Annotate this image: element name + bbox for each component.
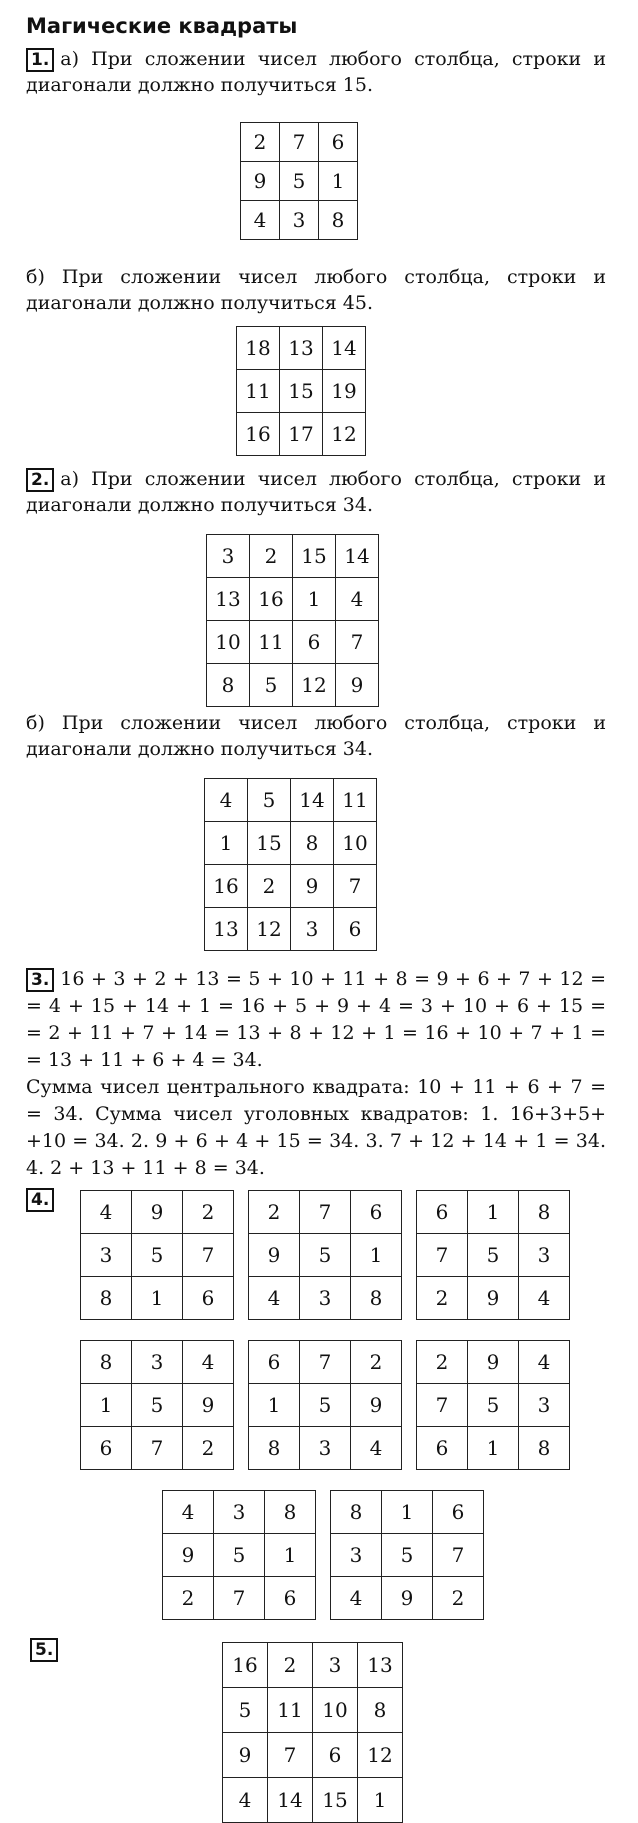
grid-cell: 12 [248, 908, 291, 951]
grid-cell: 9 [351, 1384, 402, 1427]
grid-row [81, 1384, 234, 1427]
grid-row [207, 578, 379, 621]
magic-square-1b [236, 326, 366, 456]
grid-row [163, 1534, 316, 1577]
grid-cell: 9 [291, 865, 334, 908]
grid-cell: 4 [519, 1277, 570, 1320]
grid-cell: 18 [237, 327, 280, 370]
grid-cell: 9 [223, 1733, 268, 1778]
grid-cell: 2 [163, 1577, 214, 1620]
grid-cell: 7 [300, 1191, 351, 1234]
grid-cell: 13 [280, 327, 323, 370]
grid-cell: 6 [183, 1277, 234, 1320]
grid-cell: 16 [205, 865, 248, 908]
task2a-text: а) При сложении чисел любого столбца, строки и [60, 468, 606, 490]
grid-row [417, 1341, 570, 1384]
grid-cell: 7 [417, 1234, 468, 1277]
task3-number: 3. [26, 968, 54, 992]
task3-line4: = 13 + 11 + 6 + 4 = 34. [26, 1049, 263, 1071]
grid-cell: 2 [417, 1341, 468, 1384]
grid-cell: 7 [334, 865, 377, 908]
grid-cell: 6 [265, 1577, 316, 1620]
grid-row [223, 1778, 403, 1823]
grid-row [81, 1234, 234, 1277]
grid-cell: 1 [351, 1234, 402, 1277]
grid-cell: 10 [334, 822, 377, 865]
grid-cell: 2 [183, 1427, 234, 1470]
grid-cell: 7 [280, 123, 319, 162]
grid-cell: 19 [323, 370, 366, 413]
grid-cell: 4 [331, 1577, 382, 1620]
grid-cell: 3 [300, 1427, 351, 1470]
grid-row [237, 327, 366, 370]
grid-cell: 8 [319, 201, 358, 240]
grid-cell: 8 [249, 1427, 300, 1470]
grid-cell: 9 [132, 1191, 183, 1234]
task1b-line1: б) При сложении чисел любого столбца, строки и [26, 266, 606, 288]
grid-cell: 5 [468, 1384, 519, 1427]
grid-cell: 2 [241, 123, 280, 162]
grid-cell: 7 [268, 1733, 313, 1778]
task3-line1 [26, 966, 606, 992]
grid-cell: 4 [183, 1341, 234, 1384]
grid-cell: 9 [336, 664, 379, 707]
grid-cell: 2 [248, 865, 291, 908]
grid-row [237, 413, 366, 456]
grid-cell: 5 [250, 664, 293, 707]
grid-cell: 9 [241, 162, 280, 201]
grid-row [223, 1733, 403, 1778]
grid-cell: 14 [268, 1778, 313, 1823]
grid-cell: 5 [214, 1534, 265, 1577]
grid-cell: 5 [300, 1234, 351, 1277]
grid-cell: 9 [183, 1384, 234, 1427]
grid-cell: 5 [300, 1384, 351, 1427]
grid-cell: 2 [417, 1277, 468, 1320]
grid-row [417, 1277, 570, 1320]
grid-cell: 7 [183, 1234, 234, 1277]
task2a-line1 [26, 466, 606, 492]
grid-cell: 8 [81, 1277, 132, 1320]
grid-row [207, 664, 379, 707]
grid-cell: 4 [241, 201, 280, 240]
grid-cell: 10 [207, 621, 250, 664]
task3-line6: = 34. Сумма чисел уголовных квадратов: 1. 16+3+5+ [26, 1103, 606, 1125]
grid-cell: 1 [358, 1778, 403, 1823]
grid-row [241, 201, 358, 240]
grid-cell: 9 [468, 1341, 519, 1384]
grid-cell: 9 [382, 1577, 433, 1620]
grid-row [163, 1577, 316, 1620]
grid-cell: 7 [336, 621, 379, 664]
grid-cell: 8 [291, 822, 334, 865]
magic-square-1a [240, 122, 358, 240]
grid-cell: 1 [468, 1427, 519, 1470]
grid-cell: 4 [249, 1277, 300, 1320]
task1a-line1 [26, 46, 606, 72]
grid-cell: 10 [313, 1688, 358, 1733]
magic-square-4-6 [416, 1340, 570, 1470]
magic-square-4-4 [80, 1340, 234, 1470]
grid-cell: 3 [313, 1643, 358, 1688]
grid-cell: 1 [205, 822, 248, 865]
grid-cell: 2 [351, 1341, 402, 1384]
grid-cell: 3 [331, 1534, 382, 1577]
grid-cell: 4 [81, 1191, 132, 1234]
grid-cell: 7 [433, 1534, 484, 1577]
grid-cell: 15 [293, 535, 336, 578]
grid-cell: 4 [223, 1778, 268, 1823]
grid-cell: 5 [248, 779, 291, 822]
grid-row [417, 1384, 570, 1427]
grid-cell: 4 [205, 779, 248, 822]
grid-cell: 1 [132, 1277, 183, 1320]
task3-eq1: 16 + 3 + 2 + 13 = 5 + 10 + 11 + 8 = 9 + 6 + 7 + 12 = [60, 968, 606, 990]
task3-line7: +10 = 34. 2. 9 + 6 + 4 + 15 = 34. 3. 7 + 12 + 14 + 1 = 34. [26, 1130, 606, 1152]
grid-cell: 12 [358, 1733, 403, 1778]
grid-cell: 5 [468, 1234, 519, 1277]
task3-line8: 4. 2 + 13 + 11 + 8 = 34. [26, 1157, 265, 1179]
grid-cell: 14 [291, 779, 334, 822]
magic-square-2a [206, 534, 379, 707]
grid-cell: 8 [358, 1688, 403, 1733]
grid-cell: 9 [468, 1277, 519, 1320]
task1a-text: а) При сложении чисел любого столбца, строки и [60, 48, 606, 70]
task3-line2: = 4 + 15 + 14 + 1 = 16 + 5 + 9 + 4 = 3 + 10 + 6 + 15 = [26, 995, 606, 1017]
task2b-line2: диагонали должно получиться 34. [26, 738, 373, 760]
grid-cell: 9 [163, 1534, 214, 1577]
grid-cell: 4 [163, 1491, 214, 1534]
grid-cell: 16 [250, 578, 293, 621]
grid-cell: 6 [249, 1341, 300, 1384]
grid-cell: 16 [237, 413, 280, 456]
grid-row [249, 1191, 402, 1234]
grid-cell: 9 [249, 1234, 300, 1277]
grid-row [163, 1491, 316, 1534]
grid-cell: 5 [280, 162, 319, 201]
grid-cell: 15 [280, 370, 323, 413]
task3-line3: = 2 + 11 + 7 + 14 = 13 + 8 + 12 + 1 = 16 + 10 + 7 + 1 = [26, 1022, 606, 1044]
grid-cell: 7 [417, 1384, 468, 1427]
grid-row [223, 1688, 403, 1733]
grid-cell: 5 [382, 1534, 433, 1577]
magic-square-4-2 [248, 1190, 402, 1320]
magic-square-5 [222, 1642, 403, 1823]
grid-cell: 1 [382, 1491, 433, 1534]
grid-cell: 11 [268, 1688, 313, 1733]
grid-cell: 3 [132, 1341, 183, 1384]
grid-cell: 5 [223, 1688, 268, 1733]
grid-row [249, 1384, 402, 1427]
grid-cell: 7 [214, 1577, 265, 1620]
grid-cell: 2 [249, 1191, 300, 1234]
magic-square-4-1 [80, 1190, 234, 1320]
grid-cell: 8 [81, 1341, 132, 1384]
grid-cell: 6 [351, 1191, 402, 1234]
grid-cell: 8 [519, 1427, 570, 1470]
grid-cell: 11 [237, 370, 280, 413]
grid-cell: 12 [293, 664, 336, 707]
grid-cell: 2 [433, 1577, 484, 1620]
magic-square-4-8 [330, 1490, 484, 1620]
grid-cell: 6 [417, 1427, 468, 1470]
task4-number: 4. [26, 1188, 54, 1212]
magic-square-4-7 [162, 1490, 316, 1620]
grid-cell: 7 [300, 1341, 351, 1384]
grid-cell: 6 [81, 1427, 132, 1470]
grid-cell: 8 [351, 1277, 402, 1320]
grid-row [249, 1341, 402, 1384]
grid-cell: 1 [468, 1191, 519, 1234]
grid-cell: 3 [291, 908, 334, 951]
grid-cell: 11 [334, 779, 377, 822]
magic-square-2b [204, 778, 377, 951]
task3-line5: Сумма чисел центрального квадрата: 10 + 11 + 6 + 7 = [26, 1076, 606, 1098]
grid-cell: 16 [223, 1643, 268, 1688]
grid-row [81, 1191, 234, 1234]
grid-row [205, 865, 377, 908]
grid-cell: 12 [323, 413, 366, 456]
grid-row [205, 822, 377, 865]
grid-cell: 3 [214, 1491, 265, 1534]
page-title: Магические квадраты [26, 14, 298, 38]
grid-row [249, 1277, 402, 1320]
grid-cell: 5 [132, 1234, 183, 1277]
task1b-line2: диагонали должно получиться 45. [26, 292, 373, 314]
magic-square-4-5 [248, 1340, 402, 1470]
grid-cell: 8 [519, 1191, 570, 1234]
grid-row [205, 779, 377, 822]
task2a-line2: диагонали должно получиться 34. [26, 494, 373, 516]
grid-cell: 1 [293, 578, 336, 621]
grid-cell: 1 [319, 162, 358, 201]
grid-cell: 3 [207, 535, 250, 578]
grid-cell: 1 [265, 1534, 316, 1577]
grid-cell: 17 [280, 413, 323, 456]
grid-cell: 6 [319, 123, 358, 162]
grid-cell: 13 [205, 908, 248, 951]
grid-cell: 13 [207, 578, 250, 621]
grid-cell: 6 [417, 1191, 468, 1234]
grid-cell: 7 [132, 1427, 183, 1470]
grid-cell: 2 [268, 1643, 313, 1688]
grid-cell: 6 [313, 1733, 358, 1778]
grid-cell: 4 [336, 578, 379, 621]
grid-cell: 2 [183, 1191, 234, 1234]
grid-cell: 3 [519, 1234, 570, 1277]
grid-cell: 1 [81, 1384, 132, 1427]
task2-number: 2. [26, 468, 54, 492]
grid-row [237, 370, 366, 413]
grid-row [241, 123, 358, 162]
grid-row [81, 1341, 234, 1384]
task1-number: 1. [26, 48, 54, 72]
grid-row [417, 1234, 570, 1277]
grid-row [249, 1427, 402, 1470]
grid-cell: 2 [250, 535, 293, 578]
task1a-line2: диагонали должно получиться 15. [26, 74, 373, 96]
grid-cell: 14 [323, 327, 366, 370]
grid-cell: 8 [265, 1491, 316, 1534]
grid-cell: 13 [358, 1643, 403, 1688]
grid-cell: 6 [334, 908, 377, 951]
grid-cell: 3 [81, 1234, 132, 1277]
grid-cell: 6 [293, 621, 336, 664]
grid-row [207, 535, 379, 578]
grid-cell: 3 [280, 201, 319, 240]
grid-row [417, 1427, 570, 1470]
grid-cell: 15 [248, 822, 291, 865]
grid-cell: 6 [433, 1491, 484, 1534]
task5-number: 5. [30, 1638, 58, 1662]
grid-cell: 1 [249, 1384, 300, 1427]
grid-row [207, 621, 379, 664]
grid-row [241, 162, 358, 201]
grid-row [417, 1191, 570, 1234]
grid-cell: 11 [250, 621, 293, 664]
magic-square-4-3 [416, 1190, 570, 1320]
grid-row [81, 1277, 234, 1320]
grid-cell: 15 [313, 1778, 358, 1823]
grid-row [331, 1577, 484, 1620]
grid-cell: 4 [351, 1427, 402, 1470]
grid-row [331, 1491, 484, 1534]
grid-row [249, 1234, 402, 1277]
task2b-line1: б) При сложении чисел любого столбца, строки и [26, 712, 606, 734]
grid-cell: 5 [132, 1384, 183, 1427]
grid-row [81, 1427, 234, 1470]
grid-cell: 3 [519, 1384, 570, 1427]
grid-cell: 8 [331, 1491, 382, 1534]
grid-row [223, 1643, 403, 1688]
grid-cell: 3 [300, 1277, 351, 1320]
grid-cell: 4 [519, 1341, 570, 1384]
grid-cell: 8 [207, 664, 250, 707]
grid-cell: 14 [336, 535, 379, 578]
grid-row [331, 1534, 484, 1577]
grid-row [205, 908, 377, 951]
